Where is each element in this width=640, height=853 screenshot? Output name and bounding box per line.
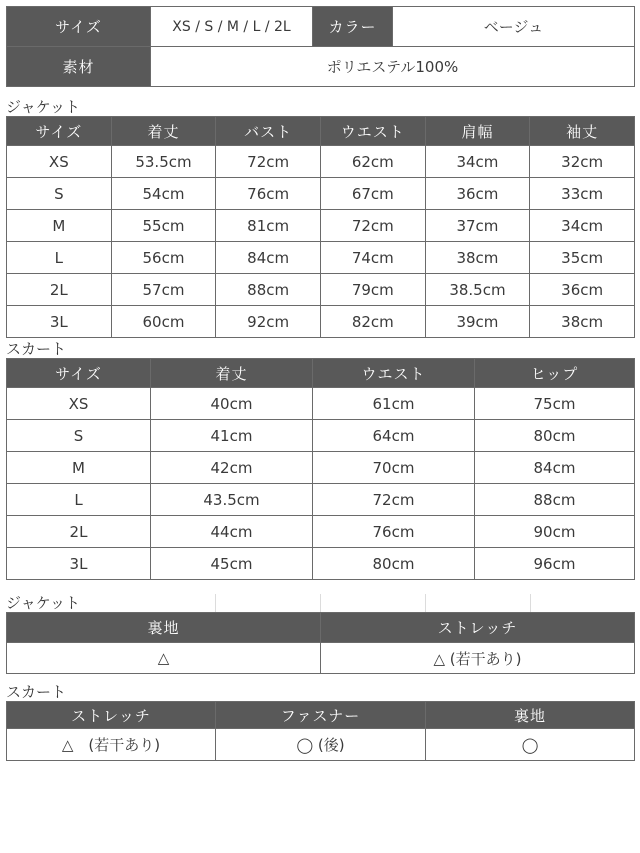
jacket-size-cell: 37cm xyxy=(425,210,530,242)
jacket-header-cell: 肩幅 xyxy=(425,117,530,146)
skirt-header-cell: サイズ xyxy=(7,359,151,388)
zipper-header: ファスナー xyxy=(216,702,426,729)
skirt-features-block xyxy=(6,701,635,761)
jacket-features-table xyxy=(6,612,635,674)
skirt-size-cell: 72cm xyxy=(313,484,475,516)
info-row-material xyxy=(7,47,635,87)
jacket-features-value-row xyxy=(7,643,635,674)
faint-divider-row xyxy=(6,594,635,612)
jacket-size-cell: 62cm xyxy=(320,146,425,178)
skirt-size-row xyxy=(7,548,635,580)
jacket-size-cell: 36cm xyxy=(425,178,530,210)
skirt-size-cell: 84cm xyxy=(475,452,635,484)
material-label: 素材 xyxy=(7,47,151,87)
jacket-size-cell: 53.5cm xyxy=(111,146,216,178)
stretch-header: ストレッチ xyxy=(321,613,635,643)
jacket-size-cell: 57cm xyxy=(111,274,216,306)
jacket-size-cell: 39cm xyxy=(425,306,530,338)
skirt-size-cell: 2L xyxy=(7,516,151,548)
skirt-size-cell: 75cm xyxy=(475,388,635,420)
skirt-size-row xyxy=(7,388,635,420)
jacket-size-table xyxy=(6,116,635,338)
jacket-size-cell: 84cm xyxy=(216,242,321,274)
skirt-size-row xyxy=(7,420,635,452)
skirt-features-table xyxy=(6,701,635,761)
lining-header: 裏地 xyxy=(7,613,321,643)
jacket-size-cell: L xyxy=(7,242,112,274)
jacket-size-cell: 38cm xyxy=(425,242,530,274)
color-label: カラー xyxy=(313,7,393,47)
lining-header: 裏地 xyxy=(426,702,635,729)
skirt-size-cell: 88cm xyxy=(475,484,635,516)
skirt-size-cell: 3L xyxy=(7,548,151,580)
jacket-size-row xyxy=(7,178,635,210)
jacket-size-cell: 79cm xyxy=(320,274,425,306)
skirt-size-cell: XS xyxy=(7,388,151,420)
skirt-size-block xyxy=(6,358,635,580)
skirt-size-cell: 96cm xyxy=(475,548,635,580)
jacket-size-cell: 55cm xyxy=(111,210,216,242)
jacket-size-cell: 54cm xyxy=(111,178,216,210)
skirt-size-cell: 42cm xyxy=(151,452,313,484)
jacket-size-cell: M xyxy=(7,210,112,242)
skirt-size-cell: 90cm xyxy=(475,516,635,548)
jacket-size-block xyxy=(6,116,635,338)
jacket-size-cell: 76cm xyxy=(216,178,321,210)
size-value: XS / S / M / L / 2L xyxy=(151,7,313,47)
jacket-size-cell: 74cm xyxy=(320,242,425,274)
jacket-header-cell: 袖丈 xyxy=(530,117,635,146)
jacket-size-cell: 32cm xyxy=(530,146,635,178)
size-label: サイズ xyxy=(7,7,151,47)
jacket-header-cell: バスト xyxy=(216,117,321,146)
skirt-size-cell: 41cm xyxy=(151,420,313,452)
jacket-header-cell: サイズ xyxy=(7,117,112,146)
jacket-size-row xyxy=(7,274,635,306)
skirt-size-cell: 44cm xyxy=(151,516,313,548)
jacket-size-cell: 72cm xyxy=(320,210,425,242)
info-row-size-color xyxy=(7,7,635,47)
jacket-size-cell: 36cm xyxy=(530,274,635,306)
skirt-size-cell: 70cm xyxy=(313,452,475,484)
skirt-size-row xyxy=(7,452,635,484)
skirt-size-cell: 45cm xyxy=(151,548,313,580)
jacket-size-cell: 33cm xyxy=(530,178,635,210)
jacket-size-row xyxy=(7,146,635,178)
jacket-size-cell: 34cm xyxy=(530,210,635,242)
jacket-size-cell: 3L xyxy=(7,306,112,338)
skirt-header-row xyxy=(7,359,635,388)
zipper-value: ◯ (後) xyxy=(216,729,426,761)
jacket-size-cell: 38.5cm xyxy=(425,274,530,306)
jacket-size-row xyxy=(7,306,635,338)
product-info-block xyxy=(6,6,635,87)
skirt-size-cell: 80cm xyxy=(313,548,475,580)
material-value: ポリエステル100% xyxy=(151,47,635,87)
skirt-size-row xyxy=(7,516,635,548)
jacket-size-cell: 34cm xyxy=(425,146,530,178)
jacket-size-cell: 60cm xyxy=(111,306,216,338)
skirt-features-label: スカート xyxy=(6,683,67,701)
jacket-size-cell: 67cm xyxy=(320,178,425,210)
skirt-header-cell: ウエスト xyxy=(313,359,475,388)
jacket-size-cell: 92cm xyxy=(216,306,321,338)
stretch-value: △ (若干あり) xyxy=(321,643,635,674)
jacket-size-cell: 88cm xyxy=(216,274,321,306)
jacket-header-cell: ウエスト xyxy=(320,117,425,146)
jacket-section-label: ジャケット xyxy=(6,98,80,116)
skirt-section-label: スカート xyxy=(6,340,67,358)
lining-value: △ xyxy=(7,643,321,674)
lining-value: ◯ xyxy=(426,729,635,761)
skirt-size-cell: S xyxy=(7,420,151,452)
jacket-header-row xyxy=(7,117,635,146)
jacket-header-cell: 着丈 xyxy=(111,117,216,146)
jacket-size-cell: XS xyxy=(7,146,112,178)
jacket-size-row xyxy=(7,242,635,274)
stretch-value: △ (若干あり) xyxy=(7,729,216,761)
skirt-size-cell: 76cm xyxy=(313,516,475,548)
skirt-header-cell: ヒップ xyxy=(475,359,635,388)
skirt-size-row xyxy=(7,484,635,516)
jacket-size-cell: 35cm xyxy=(530,242,635,274)
skirt-size-cell: 64cm xyxy=(313,420,475,452)
jacket-features-block xyxy=(6,612,635,674)
skirt-features-value-row xyxy=(7,729,635,761)
skirt-size-cell: 40cm xyxy=(151,388,313,420)
jacket-size-cell: 81cm xyxy=(216,210,321,242)
skirt-size-cell: L xyxy=(7,484,151,516)
product-info-table xyxy=(6,6,635,87)
skirt-size-table xyxy=(6,358,635,580)
color-value: ベージュ xyxy=(393,7,635,47)
skirt-size-cell: 43.5cm xyxy=(151,484,313,516)
skirt-size-cell: 80cm xyxy=(475,420,635,452)
jacket-size-cell: 2L xyxy=(7,274,112,306)
skirt-size-cell: 61cm xyxy=(313,388,475,420)
jacket-features-header-row xyxy=(7,613,635,643)
skirt-header-cell: 着丈 xyxy=(151,359,313,388)
jacket-size-cell: 72cm xyxy=(216,146,321,178)
skirt-features-header-row xyxy=(7,702,635,729)
jacket-size-cell: 82cm xyxy=(320,306,425,338)
jacket-size-cell: 56cm xyxy=(111,242,216,274)
jacket-size-row xyxy=(7,210,635,242)
jacket-size-cell: S xyxy=(7,178,112,210)
jacket-size-cell: 38cm xyxy=(530,306,635,338)
skirt-size-cell: M xyxy=(7,452,151,484)
jacket-features-label: ジャケット xyxy=(6,594,80,612)
stretch-header: ストレッチ xyxy=(7,702,216,729)
